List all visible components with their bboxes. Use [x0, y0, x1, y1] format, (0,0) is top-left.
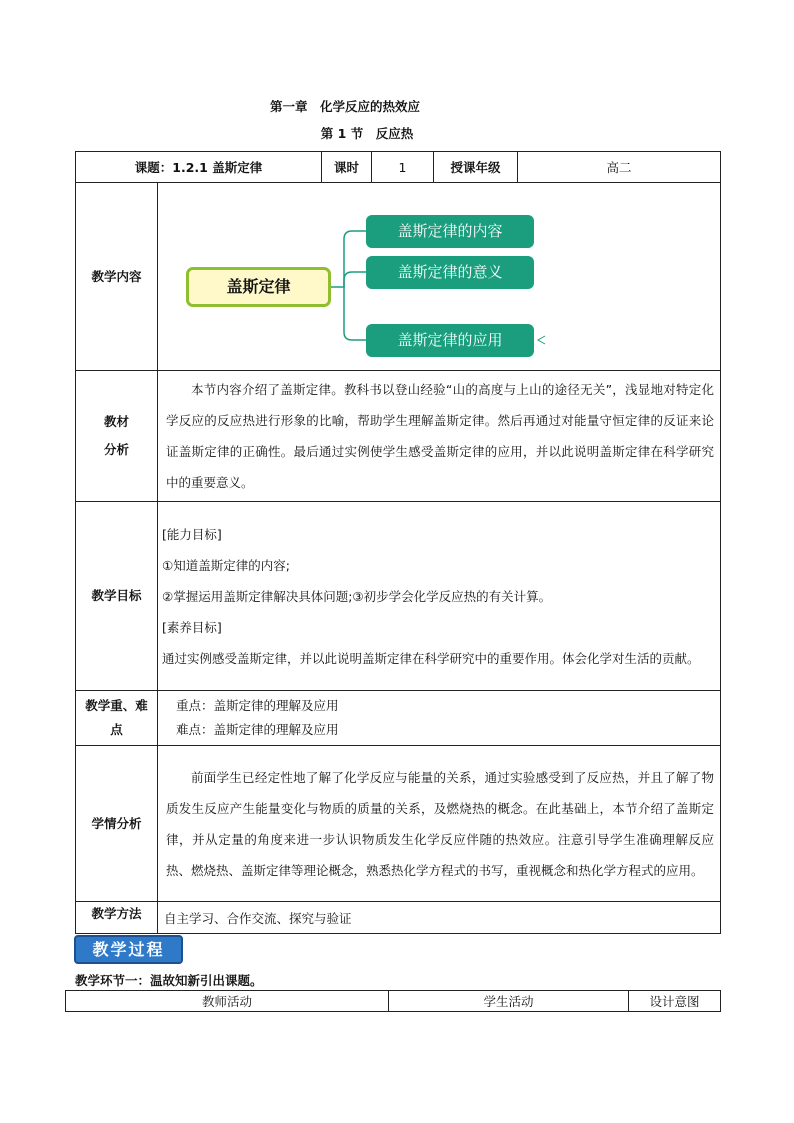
analysis-row	[76, 371, 721, 502]
difficult-point: 难点：盖斯定律的理解及应用	[176, 722, 339, 737]
methods-text: 自主学习、合作交流、探究与验证	[158, 902, 721, 934]
process-banner: 教学过程	[74, 935, 183, 964]
ability-goal-2: ②掌握运用盖斯定律解决具体问题;③初步学会化学反应热的有关计算。	[162, 588, 552, 604]
content-row	[76, 183, 721, 371]
mindmap-cell	[158, 183, 721, 371]
design-intent-header: 设计意图	[629, 991, 721, 1012]
ability-title: [能力目标]	[162, 526, 222, 542]
students-text: 前面学生已经定性地了解了化学反应与能量的关系，通过实验感受到了反应热，并且了解了物质发生反应产生能量变化与物质的质量的关系，及燃烧热的概念。在此基础上，本节介绍了盖斯定律，并从定量的角度来进一步认识物质发生化学反应伴随的热效应。注意引导学生准确理解反应热、燃烧热、盖斯定律等理论概念，熟悉热化学方程式的书写，重视概念和热化学方程式的应用。	[158, 746, 721, 902]
period-value: 1	[372, 152, 434, 183]
section-title: 第 1 节 反应热	[320, 126, 414, 141]
mindmap-node-application: 盖斯定律的应用	[366, 324, 534, 357]
content-label: 教学内容	[76, 183, 158, 371]
process-header-row	[66, 991, 721, 1012]
goals-row	[76, 502, 721, 691]
mindmap	[158, 185, 720, 369]
key-points-label	[76, 691, 158, 746]
ability-goal-1: ①知道盖斯定律的内容;	[162, 557, 290, 573]
info-row	[76, 152, 721, 183]
process-table	[65, 990, 721, 1012]
key-points-row	[76, 691, 721, 746]
period-label: 课时	[322, 152, 372, 183]
mindmap-node-significance: 盖斯定律的意义	[366, 256, 534, 289]
analysis-text: 本节内容介绍了盖斯定律。教科书以登山经验“山的高度与上山的途径无关”，浅显地对特定化学反应的反应热进行形象的比喻，帮助学生理解盖斯定律。然后再通过对能量守恒定律的反证来论证盖斯定律的正确性。最后通过实例使学生感受盖斯定律的应用，并以此说明盖斯定律在科学研究中的重要意义。	[158, 371, 721, 502]
methods-row	[76, 902, 721, 934]
student-activity-header: 学生活动	[389, 991, 629, 1012]
analysis-label-line-2: 分析	[103, 442, 129, 457]
key-point: 重点：盖斯定律的理解及应用	[176, 698, 339, 713]
key-points-cell	[158, 691, 721, 746]
literacy-text: 通过实例感受盖斯定律，并以此说明盖斯定律在科学研究中的重要作用。体会化学对生活的贡献。	[162, 650, 700, 666]
mindmap-root: 盖斯定律	[186, 267, 331, 307]
methods-label: 教学方法	[76, 902, 158, 934]
key-points-label-line-2: 点	[110, 722, 123, 737]
students-row	[76, 746, 721, 902]
topic-cell: 课题：1.2.1 盖斯定律	[76, 152, 322, 183]
students-label: 学情分析	[76, 746, 158, 902]
grade-label: 授课年级	[434, 152, 518, 183]
goals-cell	[158, 502, 721, 691]
step-1-title: 教学环节一：温故知新引出课题。	[75, 973, 263, 988]
teacher-activity-header: 教师活动	[66, 991, 389, 1012]
literacy-title: [素养目标]	[162, 619, 222, 635]
lesson-plan-table	[75, 151, 721, 934]
mindmap-node-content: 盖斯定律的内容	[366, 215, 534, 248]
key-points-label-line-1: 教学重、难	[85, 698, 148, 713]
analysis-label	[76, 371, 158, 502]
chapter-title: 第一章 化学反应的热效应	[269, 99, 420, 114]
goals-label: 教学目标	[76, 502, 158, 691]
analysis-label-line-1: 教材	[103, 414, 129, 429]
grade-value: 高二	[518, 152, 721, 183]
